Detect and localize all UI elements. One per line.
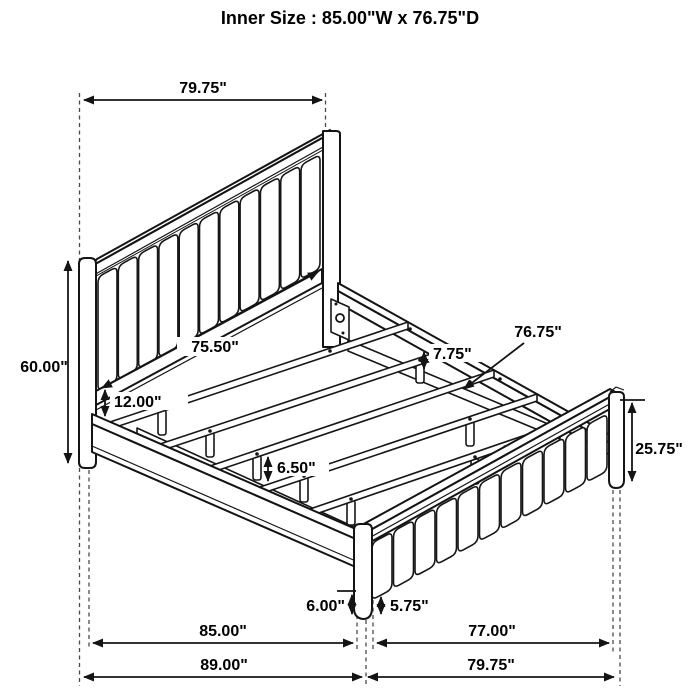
footboard-channel	[587, 416, 607, 480]
dim-label-outer-width: 89.00"	[200, 657, 248, 674]
dim-label-headboard-height: 60.00"	[20, 359, 68, 376]
dim-label-leg-height: 6.50"	[277, 460, 316, 477]
dim-label-rail-drop: 7.75"	[433, 346, 472, 363]
footboard	[354, 387, 624, 619]
extension-lines	[80, 93, 621, 686]
screw-hole	[349, 497, 353, 501]
footboard-channel	[437, 499, 457, 563]
footboard-channel	[544, 440, 564, 504]
corner-bracket	[331, 299, 349, 340]
bracket-bolt	[335, 303, 338, 306]
headboard-channel	[159, 235, 178, 356]
dim-label-rail-clearance: 6.00"	[306, 598, 345, 615]
footboard-channel	[523, 451, 543, 515]
screw-hole	[255, 452, 259, 456]
dim-label-footboard-height: 25.75"	[635, 441, 683, 458]
headboard-channel	[240, 190, 259, 311]
dim-label-inner-depth: 76.75"	[514, 324, 562, 341]
diagram-title: Inner Size : 85.00"W x 76.75"D	[220, 8, 480, 28]
headboard-channel	[139, 246, 158, 367]
screw-hole	[208, 429, 212, 433]
rail-screw-hole	[498, 377, 502, 381]
slat-leg	[158, 410, 166, 435]
screw-hole	[328, 349, 332, 353]
dim-label-panel-gap: 12.00"	[114, 394, 162, 411]
footboard-front-leg	[354, 524, 372, 619]
footboard-channel	[372, 534, 392, 598]
footboard-channel	[501, 463, 521, 527]
headboard-channel	[179, 224, 198, 345]
dim-label-footboard-width: 79.75"	[467, 657, 515, 674]
headboard-channel	[260, 179, 279, 300]
dim-label-inner-width: 75.50"	[191, 339, 239, 356]
screw-hole	[468, 417, 472, 421]
headboard-channel	[301, 157, 320, 278]
footboard-channel	[415, 510, 435, 574]
headboard-channel	[98, 269, 117, 390]
screw-hole	[473, 455, 477, 459]
headboard-channel	[118, 257, 137, 378]
headboard-channel	[281, 168, 300, 289]
dim-label-footboard-clearance: 5.75"	[390, 598, 429, 615]
headboard-channel	[220, 201, 239, 322]
dim-label-headboard-width: 79.75"	[179, 80, 227, 97]
left-side-rail	[92, 424, 358, 568]
headboard	[79, 130, 340, 468]
footboard-channel	[480, 475, 500, 539]
bracket-bolt	[342, 332, 345, 335]
screw-hole	[418, 358, 422, 362]
dim-label-inner-width-bottom: 85.00"	[199, 623, 247, 640]
footboard-right-post	[609, 392, 624, 488]
footboard-channel	[394, 522, 414, 586]
headboard-channel	[200, 213, 219, 334]
dimension-annotations	[20, 80, 683, 677]
dim-label-footboard-span: 77.00"	[468, 623, 516, 640]
footboard-channel	[566, 428, 586, 492]
footboard-channel	[458, 487, 478, 551]
slat-leg	[347, 500, 355, 525]
